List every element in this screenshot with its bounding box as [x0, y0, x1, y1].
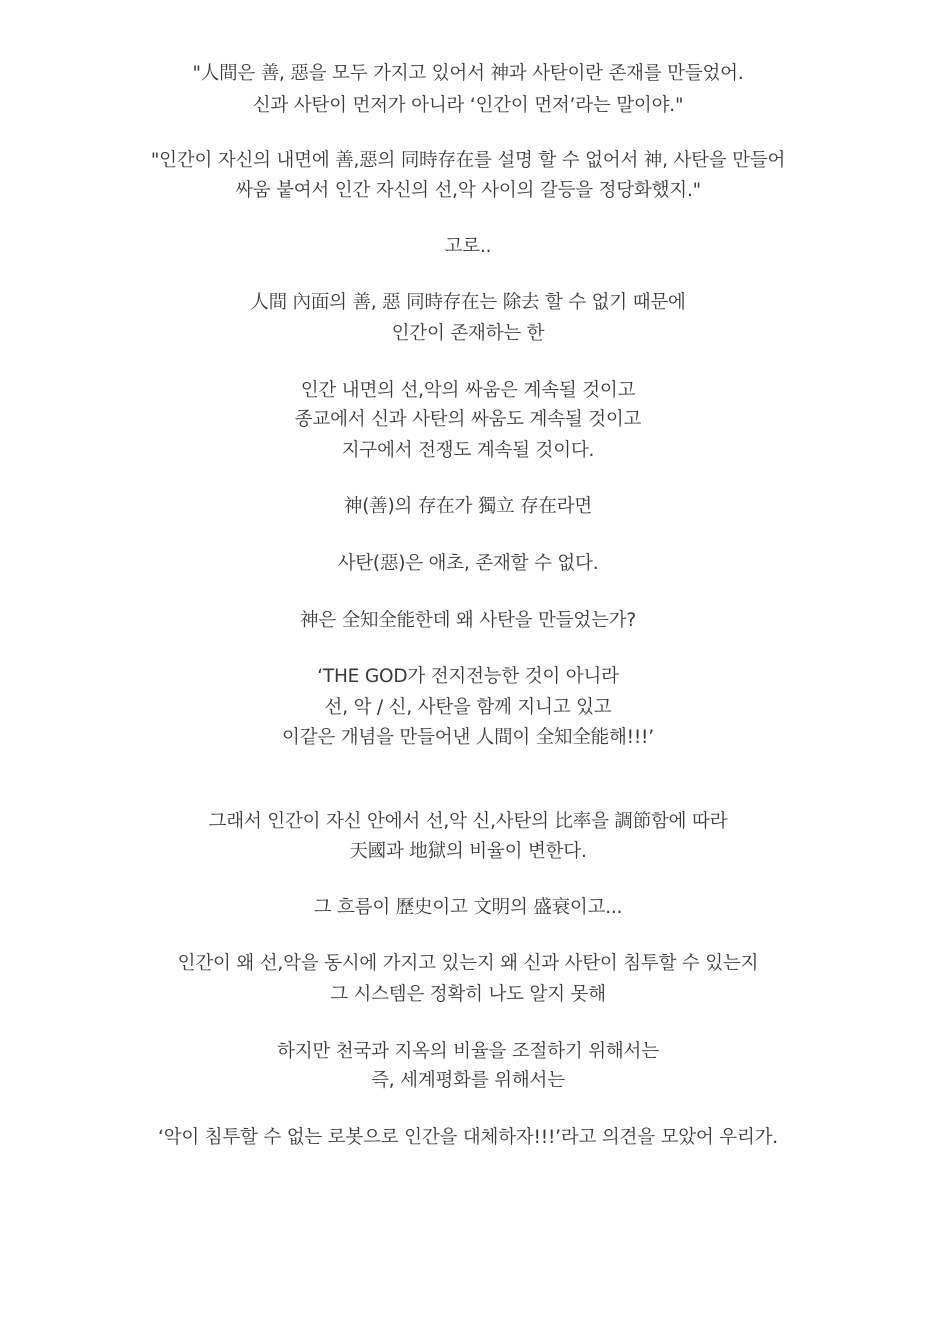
- text-line: 天國과 地獄의 비율이 변한다.: [349, 841, 587, 862]
- text-line: ‘THE GOD가 전지전능한 것이 아니라: [317, 666, 619, 687]
- text-line: 인간 내면의 선,악의 싸움은 계속될 것이고: [300, 380, 636, 401]
- text-line: 神은 全知全能한데 왜 사탄을 만들었는가?: [300, 610, 636, 631]
- text-line: 神(善)의 存在가 獨立 存在라면: [343, 496, 593, 517]
- text-line: 싸움 붙여서 인간 자신의 선,악 사이의 갈등을 정당화했지.": [235, 180, 701, 201]
- text-line: 그 흐름이 歷史이고 文明의 盛衰이고...: [313, 897, 623, 918]
- text-line: 종교에서 신과 사탄의 싸움도 계속될 것이고: [294, 409, 642, 430]
- text-line: 인간이 존재하는 한: [391, 323, 545, 344]
- text-line: 신과 사탄이 먼저가 아니라 ‘인간이 먼저’라는 말이야.": [252, 95, 684, 116]
- text-line: 인간이 왜 선,악을 동시에 가지고 있는지 왜 신과 사탄이 침투할 수 있는지: [177, 953, 759, 974]
- text-line: "인간이 자신의 내면에 善,惡의 同時存在를 설명 할 수 없어서 神, 사탄을 만들어: [150, 150, 786, 171]
- text-line: ‘악이 침투할 수 없는 로봇으로 인간을 대체하자!!!’라고 의견을 모았어 우리가.: [158, 1127, 778, 1148]
- text-line: 이같은 개념을 만들어낸 人間이 全知全能해!!!’: [282, 727, 654, 748]
- text-line: 하지만 천국과 지옥의 비율을 조절하기 위해서는: [277, 1041, 659, 1062]
- text-line: 그 시스템은 정확히 나도 알지 못해: [330, 984, 606, 1005]
- text-line: 사탄(惡)은 애초, 존재할 수 없다.: [337, 553, 599, 574]
- text-line: 고로..: [444, 236, 492, 257]
- text-line: 그래서 인간이 자신 안에서 선,악 신,사탄의 比率을 調節함에 따라: [208, 811, 728, 832]
- text-line: "人間은 善, 惡을 모두 가지고 있어서 神과 사탄이란 존재를 만들었어.: [192, 63, 744, 84]
- text-line: 즉, 세계평화를 위해서는: [371, 1070, 565, 1091]
- text-line: 선, 악 / 신, 사탄을 함께 지니고 있고: [324, 697, 612, 718]
- text-line: 지구에서 전쟁도 계속될 것이다.: [341, 440, 595, 461]
- text-line: 人間 內面의 善, 惡 同時存在는 除去 할 수 없기 때문에: [250, 292, 686, 313]
